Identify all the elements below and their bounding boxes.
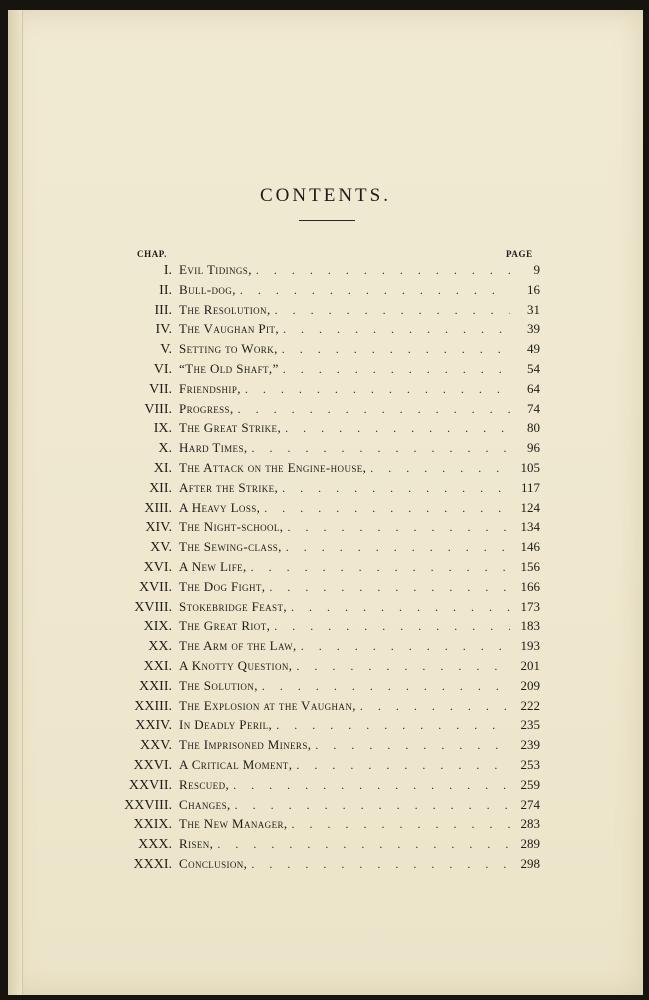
contents-row [104, 814, 540, 834]
chapter-title: The Explosion at the Vaughan, [179, 697, 356, 713]
contents-row [104, 478, 540, 498]
dot-leader [287, 518, 510, 538]
chapter-title: Hard Times, [179, 440, 248, 456]
chap-column-header: CHAP. [137, 249, 167, 259]
contents-row [104, 656, 540, 676]
dot-leader [274, 617, 510, 637]
contents-row [104, 359, 540, 379]
chapter-title: The Great Strike, [179, 420, 282, 436]
page-number: 74 [527, 400, 540, 416]
dot-leader [283, 360, 510, 380]
page-number: 201 [520, 657, 540, 673]
contents-row [104, 438, 540, 458]
chapter-title: Friendship, [179, 380, 241, 396]
chapter-number: III. [154, 302, 172, 318]
binding-edge [8, 10, 23, 995]
chapter-number: XXX. [138, 837, 172, 853]
page-number: 156 [520, 558, 540, 574]
chapter-number: XVIII. [134, 599, 172, 615]
page-number: 298 [520, 855, 540, 871]
page-paper [8, 10, 643, 995]
chapter-number: XIV. [145, 520, 172, 536]
chapter-title: Rescued, [179, 776, 230, 792]
contents-row [104, 557, 540, 577]
dot-leader [286, 538, 510, 558]
chapter-number: XXVI. [133, 757, 172, 773]
dot-leader [315, 736, 510, 756]
chapter-number: XVII. [138, 579, 172, 595]
contents-row [104, 636, 540, 656]
page-number: 259 [520, 776, 540, 792]
chapter-title: The Night-school, [179, 519, 284, 535]
dot-leader [282, 479, 510, 499]
chapter-number: XXIII. [134, 698, 172, 714]
contents-row [104, 498, 540, 518]
chapter-number: XIII. [144, 500, 172, 516]
contents-row [104, 755, 540, 775]
chapter-title: Setting to Work, [179, 341, 278, 357]
page-number: 239 [520, 737, 540, 753]
page-number: 96 [527, 440, 540, 456]
contents-row [104, 280, 540, 300]
chapter-number: X. [158, 441, 172, 457]
chapter-title: The Vaughan Pit, [179, 321, 279, 337]
chapter-title: The Attack on the Engine-house, [179, 459, 367, 475]
dot-leader [233, 776, 510, 796]
chapter-number: XXVII. [128, 777, 172, 793]
chapter-number: II. [159, 282, 172, 298]
page-number: 64 [527, 380, 540, 396]
page-number: 117 [520, 479, 540, 495]
chapter-number: XXV. [139, 738, 172, 754]
contents-row [104, 735, 540, 755]
page-number: 274 [520, 796, 540, 812]
chapter-number: VI. [153, 361, 172, 377]
contents-row [104, 616, 540, 636]
chapter-title: The Great Riot, [179, 618, 271, 634]
page-number: 173 [520, 598, 540, 614]
chapter-number: XX. [148, 639, 172, 655]
chapter-title: Bull-dog, [179, 281, 236, 297]
chapter-title: A Heavy Loss, [179, 499, 261, 515]
chapter-title: A New Life, [179, 558, 247, 574]
chapter-number: XXII. [138, 678, 172, 694]
dot-leader [296, 657, 510, 677]
chapter-number: XXIX. [133, 817, 172, 833]
page-number: 80 [527, 420, 540, 436]
page-number: 166 [520, 578, 540, 594]
contents-row [104, 676, 540, 696]
chapter-number: XXXI. [133, 856, 172, 872]
dot-leader [285, 419, 510, 439]
chapter-number: VII. [149, 381, 172, 397]
chapter-title: After the Strike, [179, 479, 279, 495]
page-number: 283 [520, 816, 540, 832]
page-number: 16 [527, 281, 540, 297]
page-column-header: PAGE [506, 249, 533, 259]
chapter-title: The New Manager, [179, 816, 288, 832]
chapter-title: Progress, [179, 400, 234, 416]
chapter-number: XII. [149, 480, 172, 496]
chapter-title: A Knotty Question, [179, 657, 293, 673]
contents-row [104, 379, 540, 399]
dot-leader [238, 400, 510, 420]
chapter-title: A Critical Moment, [179, 756, 293, 772]
page-number: 222 [520, 697, 540, 713]
chapter-number: XXIV. [135, 718, 172, 734]
contents-row [104, 696, 540, 716]
chapter-number: V. [160, 342, 172, 358]
contents-row [104, 300, 540, 320]
chapter-number: XI. [153, 460, 172, 476]
chapter-title: The Sewing-class, [179, 539, 282, 555]
chapter-title: Changes, [179, 796, 231, 812]
chapter-title: The Resolution, [179, 301, 271, 317]
chapter-number: XXVIII. [124, 797, 172, 813]
chapter-number: IV. [155, 322, 172, 338]
chapter-number: XVI. [143, 559, 172, 575]
dot-leader [252, 439, 511, 459]
page-number: 146 [520, 539, 540, 555]
dot-leader [217, 835, 510, 855]
dot-leader [251, 855, 510, 875]
chapter-title: “The Old Shaft,” [179, 360, 279, 376]
dot-leader [360, 697, 510, 717]
page-number: 289 [520, 836, 540, 852]
chapter-title: Evil Tidings, [179, 262, 252, 277]
chapter-title: The Arm of the Law, [179, 638, 297, 654]
dot-leader [240, 281, 510, 301]
contents-list [104, 260, 540, 874]
dot-leader [275, 301, 510, 321]
contents-heading: CONTENTS. [260, 185, 391, 206]
page-number: 105 [520, 459, 540, 475]
dot-leader [370, 459, 510, 479]
dot-leader [301, 637, 510, 657]
page-number: 54 [527, 360, 540, 376]
dot-leader [291, 598, 510, 618]
page-number: 235 [520, 717, 540, 733]
dot-leader [283, 320, 510, 340]
dot-leader [292, 815, 510, 835]
page-number: 49 [527, 341, 540, 357]
page-number: 39 [527, 321, 540, 337]
contents-row [104, 795, 540, 815]
contents-row [104, 597, 540, 617]
dot-leader [251, 558, 510, 578]
page-number: 253 [520, 756, 540, 772]
page-number: 134 [520, 519, 540, 535]
dot-leader [296, 756, 510, 776]
contents-row [104, 577, 540, 597]
page-number: 124 [520, 499, 540, 515]
dot-leader [235, 796, 510, 816]
page-number: 9 [533, 262, 540, 277]
contents-row [104, 418, 540, 438]
chapter-number: I. [163, 263, 172, 278]
dot-leader [276, 716, 510, 736]
chapter-number: XXI. [143, 658, 172, 674]
chapter-number: VIII. [144, 401, 172, 417]
dot-leader [269, 578, 510, 598]
chapter-title: Stokebridge Feast, [179, 598, 287, 614]
page-number: 209 [520, 677, 540, 693]
contents-row [104, 834, 540, 854]
page-number: 183 [520, 618, 540, 634]
page-number: 31 [527, 301, 540, 317]
contents-row [104, 458, 540, 478]
contents-row [104, 399, 540, 419]
contents-row [104, 339, 540, 359]
chapter-number: XV. [150, 540, 172, 556]
dot-leader [262, 677, 510, 697]
dot-leader [264, 499, 510, 519]
dot-leader [256, 261, 510, 281]
chapter-number: IX. [153, 421, 172, 437]
contents-row [104, 260, 540, 280]
chapter-title: The Imprisoned Miners, [179, 737, 312, 753]
dot-leader [282, 340, 510, 360]
contents-row [104, 775, 540, 795]
contents-row [104, 537, 540, 557]
chapter-title: Conclusion, [179, 855, 248, 871]
heading-rule [299, 220, 355, 221]
chapter-number: XIX. [143, 619, 172, 635]
contents-row [104, 715, 540, 735]
chapter-title: Risen, [179, 836, 214, 852]
contents-row [104, 517, 540, 537]
chapter-title: The Dog Fight, [179, 578, 266, 594]
dot-leader [245, 380, 510, 400]
chapter-title: The Solution, [179, 677, 258, 693]
contents-row [104, 854, 540, 874]
contents-row [104, 319, 540, 339]
chapter-title: In Deadly Peril, [179, 717, 273, 733]
page-number: 193 [520, 638, 540, 654]
